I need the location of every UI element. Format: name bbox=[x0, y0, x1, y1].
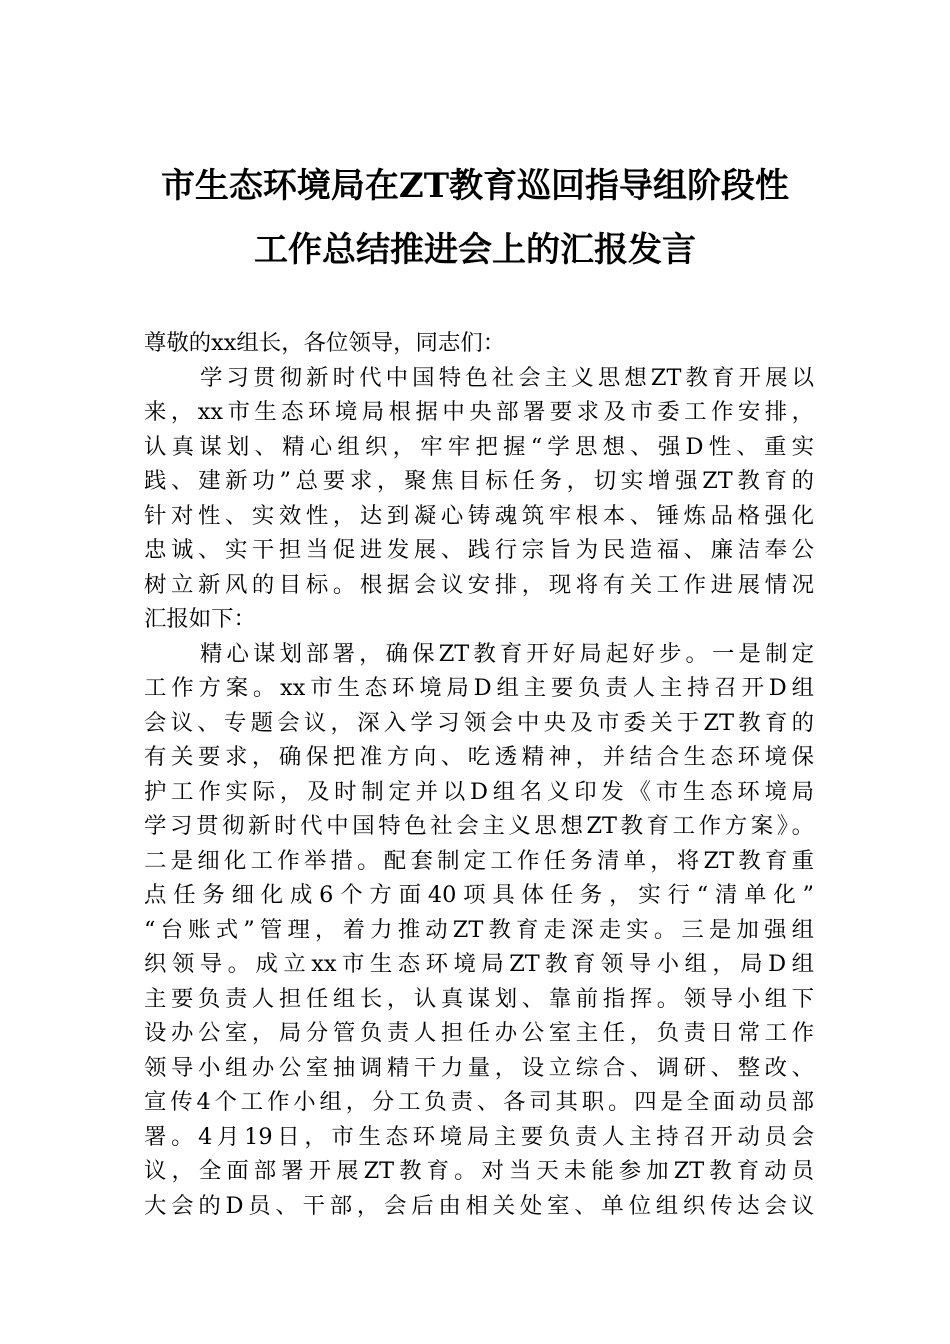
paragraph-2-line: 学习贯彻新时代中国特色社会主义思想ZT教育工作方案》。 bbox=[144, 813, 814, 839]
paragraph-1-line: 来，xx市生态环境局根据中央部署要求及市委工作安排， bbox=[144, 399, 814, 425]
paragraph-1-line: 汇报如下： bbox=[144, 606, 256, 632]
paragraph-2-line: 设办公室，局分管负责人担任办公室主任，负责日常工作 bbox=[144, 1020, 814, 1046]
paragraph-2-line: 织领导。成立xx市生态环境局ZT教育领导小组，局D组 bbox=[144, 951, 814, 977]
document-body bbox=[144, 326, 814, 1223]
paragraph-2-line: 护工作实际，及时制定并以D组名义印发《市生态环境局 bbox=[144, 778, 814, 805]
paragraph-1-line: 忠诚、实干担当促进发展、践行宗旨为民造福、廉洁奉公 bbox=[144, 537, 814, 563]
paragraph-2-line: 工作方案。xx市生态环境局D组主要负责人主持召开D组 bbox=[144, 675, 814, 701]
paragraph-1-line: 学习贯彻新时代中国特色社会主义思想ZT教育开展以 bbox=[200, 364, 814, 391]
paragraph-1-line: 针对性、实效性，达到凝心铸魂筑牢根本、锤炼品格强化 bbox=[144, 502, 814, 529]
paragraph-2-line: 会议、专题会议，深入学习领会中央及市委关于ZT教育的 bbox=[144, 709, 814, 736]
paragraph-2-line: 宣传4个工作小组，分工负责、各司其职。四是全面动员部 bbox=[144, 1089, 814, 1115]
salutation: 尊敬的xx组长，各位领导，同志们： bbox=[144, 330, 506, 356]
paragraph-2-line: 领导小组办公室抽调精干力量，设立综合、调研、整改、 bbox=[144, 1054, 814, 1081]
paragraph-2-line: 署。4月19日，市生态环境局主要负责人主持召开动员会 bbox=[144, 1123, 814, 1150]
document-title-line-2: 工作总结推进会上的汇报发言 bbox=[254, 230, 696, 270]
paragraph-2-line: 点任务细化成6个方面40项具体任务，实行“清单化” bbox=[144, 882, 814, 908]
paragraph-2-line: 精心谋划部署，确保ZT教育开好局起好步。一是制定 bbox=[200, 640, 814, 667]
paragraph-2-line: 议，全面部署开展ZT教育。对当天未能参加ZT教育动员 bbox=[144, 1158, 814, 1184]
paragraph-1-line: 践、建新功”总要求，聚焦目标任务，切实增强ZT教育的 bbox=[144, 468, 814, 494]
paragraph-1-line: 树立新风的目标。根据会议安排，现将有关工作进展情况 bbox=[144, 571, 814, 598]
paragraph-2-line: 大会的D员、干部，会后由相关处室、单位组织传达会议 bbox=[144, 1192, 814, 1219]
paragraph-2-line: “台账式”管理，着力推动ZT教育走深走实。三是加强组 bbox=[144, 916, 814, 943]
paragraph-2-line: 二是细化工作举措。配套制定工作任务清单，将ZT教育重 bbox=[144, 847, 814, 874]
paragraph-2-line: 主要负责人担任组长，认真谋划、靠前指挥。领导小组下 bbox=[144, 985, 814, 1012]
document-title-line-1: 市生态环境局在ZT教育巡回指导组阶段性 bbox=[160, 166, 790, 206]
paragraph-2-line: 有关要求，确保把准方向、吃透精神，并结合生态环境保 bbox=[144, 744, 814, 770]
paragraph-1-line: 认真谋划、精心组织，牢牢把握“学思想、强D性、重实 bbox=[144, 433, 814, 460]
